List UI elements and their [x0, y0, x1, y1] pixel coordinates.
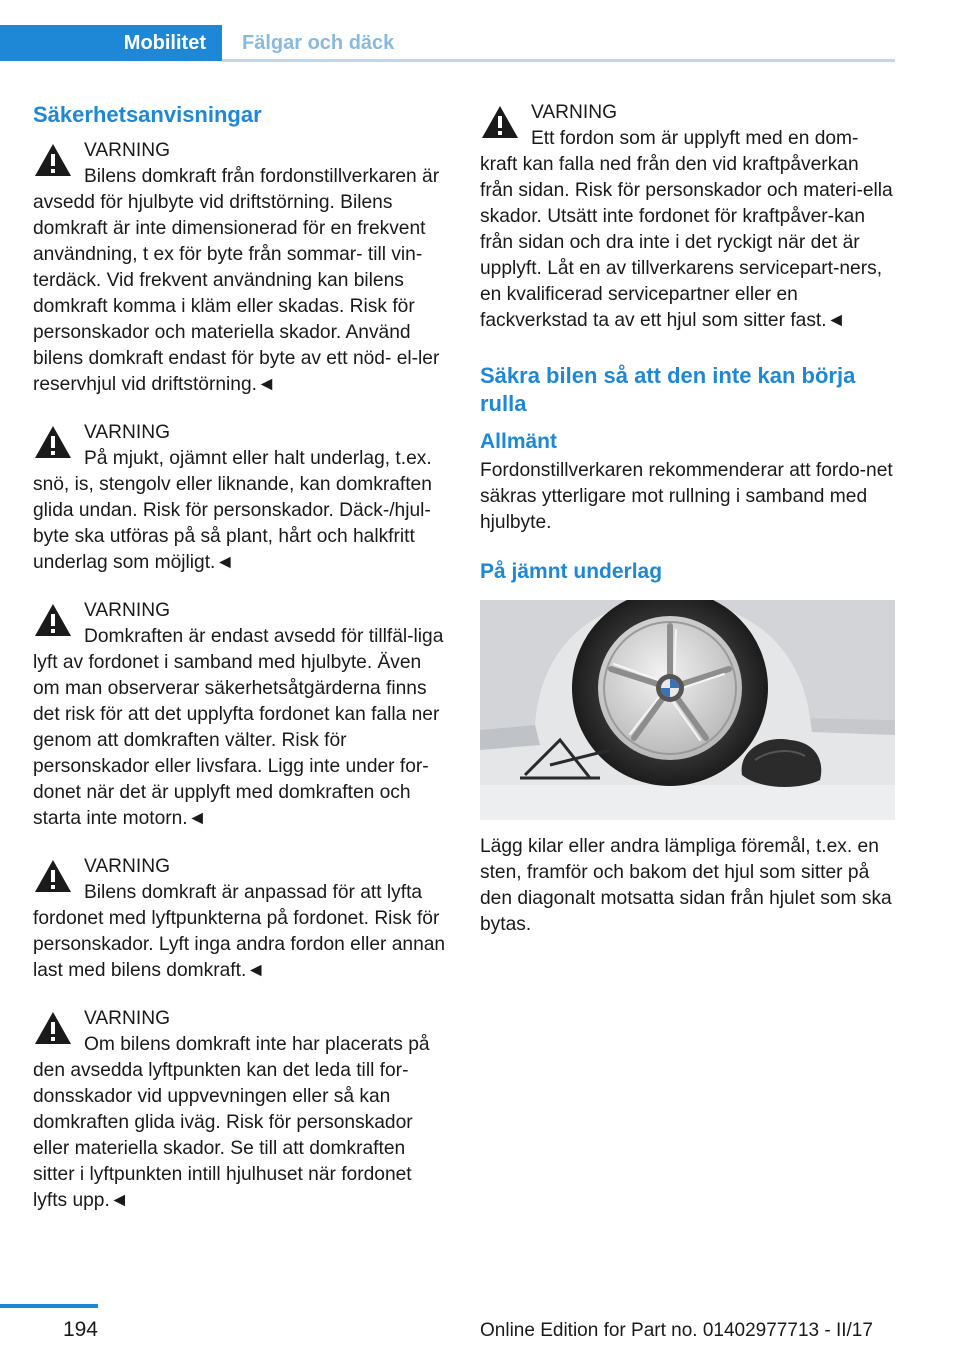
warning-triangle-icon: [480, 104, 520, 140]
warning-triangle-icon: [33, 142, 73, 178]
warning-title: VARNING: [84, 1008, 170, 1029]
image-caption: Lägg kilar eller andra lämpliga föremål, t.ex. en sten, framför och bakom det hjul som sitter på den diagonalt motsatta sidan från hjulet som ska bytas.: [480, 836, 892, 935]
warning-text: Bilens domkraft från fordonstillverkaren är avsedd för hjulbyte vid driftstörning. Bilens domkraft är inte dimensionerad för en frekvent användning, t ex för byte från sommar- till vin-terdäck. Vid frekvent användning kan bilens domkraft komma i kläm eller skadas. Risk för personskador och materiella skador. Använd bilens domkraft endast för byte av ett nöd- el-ler reservhjul vid driftstörning.◄: [33, 166, 440, 395]
warning-triangle-icon: [33, 1010, 73, 1046]
warning-text: Domkraften är endast avsedd för tillfäl-liga lyft av fordonet i samband med hjulbyte. Även om man observerar säkerhetsåtgärderna finns det risk för att det upplyfta fordonet kan falla ner genom att domkraften välter. Risk för personskador eller livsfara. Ligg inte under for-donet när det är upplyft med domkraften och starta inte motorn.◄: [33, 626, 444, 829]
heading-secure-car: Säkra bilen så att den inte kan börja rulla: [480, 363, 856, 416]
warning-triangle-icon: [33, 858, 73, 894]
right-column: [480, 100, 895, 938]
warning-title: VARNING: [531, 102, 617, 123]
tab-underline: [222, 59, 895, 62]
warning-title: VARNING: [84, 140, 170, 161]
section-title: Säkerhetsanvisningar: [33, 102, 262, 127]
tab-falgar-och-dack[interactable]: Fälgar och däck: [242, 31, 395, 54]
tab-mobilitet[interactable]: Mobilitet: [0, 25, 222, 61]
warning-block: [33, 854, 447, 984]
warning-text: På mjukt, ojämnt eller halt underlag, t.ex. snö, is, stengolv eller liknande, kan domkraften glida undan. Risk för personskador. Däck-/hjul-byte ska utföras på så plant, hårt och halkfritt underlag som möjligt.◄: [33, 448, 432, 573]
footer-rule: [0, 1304, 98, 1308]
page-number: 194: [62, 1318, 98, 1341]
left-column: [33, 100, 447, 1236]
subheading-general: Allmänt: [480, 430, 558, 453]
warning-block: [33, 420, 447, 576]
warning-block: [33, 598, 447, 832]
general-text: Fordonstillverkaren rekommenderar att fordo-net säkras ytterligare mot rullning i samband med hjulbyte.: [480, 460, 893, 533]
warning-title: VARNING: [84, 422, 170, 443]
warning-triangle-icon: [33, 602, 73, 638]
warning-text: Ett fordon som är upplyft med en dom-kraft kan falla ned från den vid kraftpåverkan från sidan. Risk för personskador och materi-ella skador. Utsätt inte fordonet för kraftpåver-kan från sidan och dra inte i det ryckigt när det är upplyft. Låt en av tillverkarens servicepart-ners, en kvalificerad servicepartner eller en fackverkstad ta av ett hjul som sitter fast.◄: [480, 128, 893, 331]
warning-title: VARNING: [84, 600, 170, 621]
subheading-level-ground: På jämnt underlag: [480, 560, 663, 583]
warning-triangle-icon: [33, 424, 73, 460]
warning-block: [33, 138, 447, 398]
warning-block: [480, 100, 895, 334]
chapter-tabs: [0, 25, 895, 61]
wheel-jack-illustration: [480, 600, 895, 820]
warning-text: Om bilens domkraft inte har placerats på den avsedda lyftpunkten kan det leda till for-donsskador vid uppvevningen eller så kan domkraften glida iväg. Risk för personskador eller materiella skador. Se till att domkraften sitter i lyftpunkten intill hjulhuset när fordonet lyfts upp.◄: [33, 1034, 430, 1211]
warning-title: VARNING: [84, 856, 170, 877]
footer-edition: Online Edition for Part no. 01402977713 - II/17: [480, 1320, 873, 1341]
warning-text: Bilens domkraft är anpassad för att lyfta fordonet med lyftpunkterna på fordonet. Risk för personskador. Lyft inga andra fordon eller annan last med bilens domkraft.◄: [33, 882, 446, 981]
wheel-jack-image: [480, 600, 895, 820]
warning-block: [33, 1006, 447, 1214]
